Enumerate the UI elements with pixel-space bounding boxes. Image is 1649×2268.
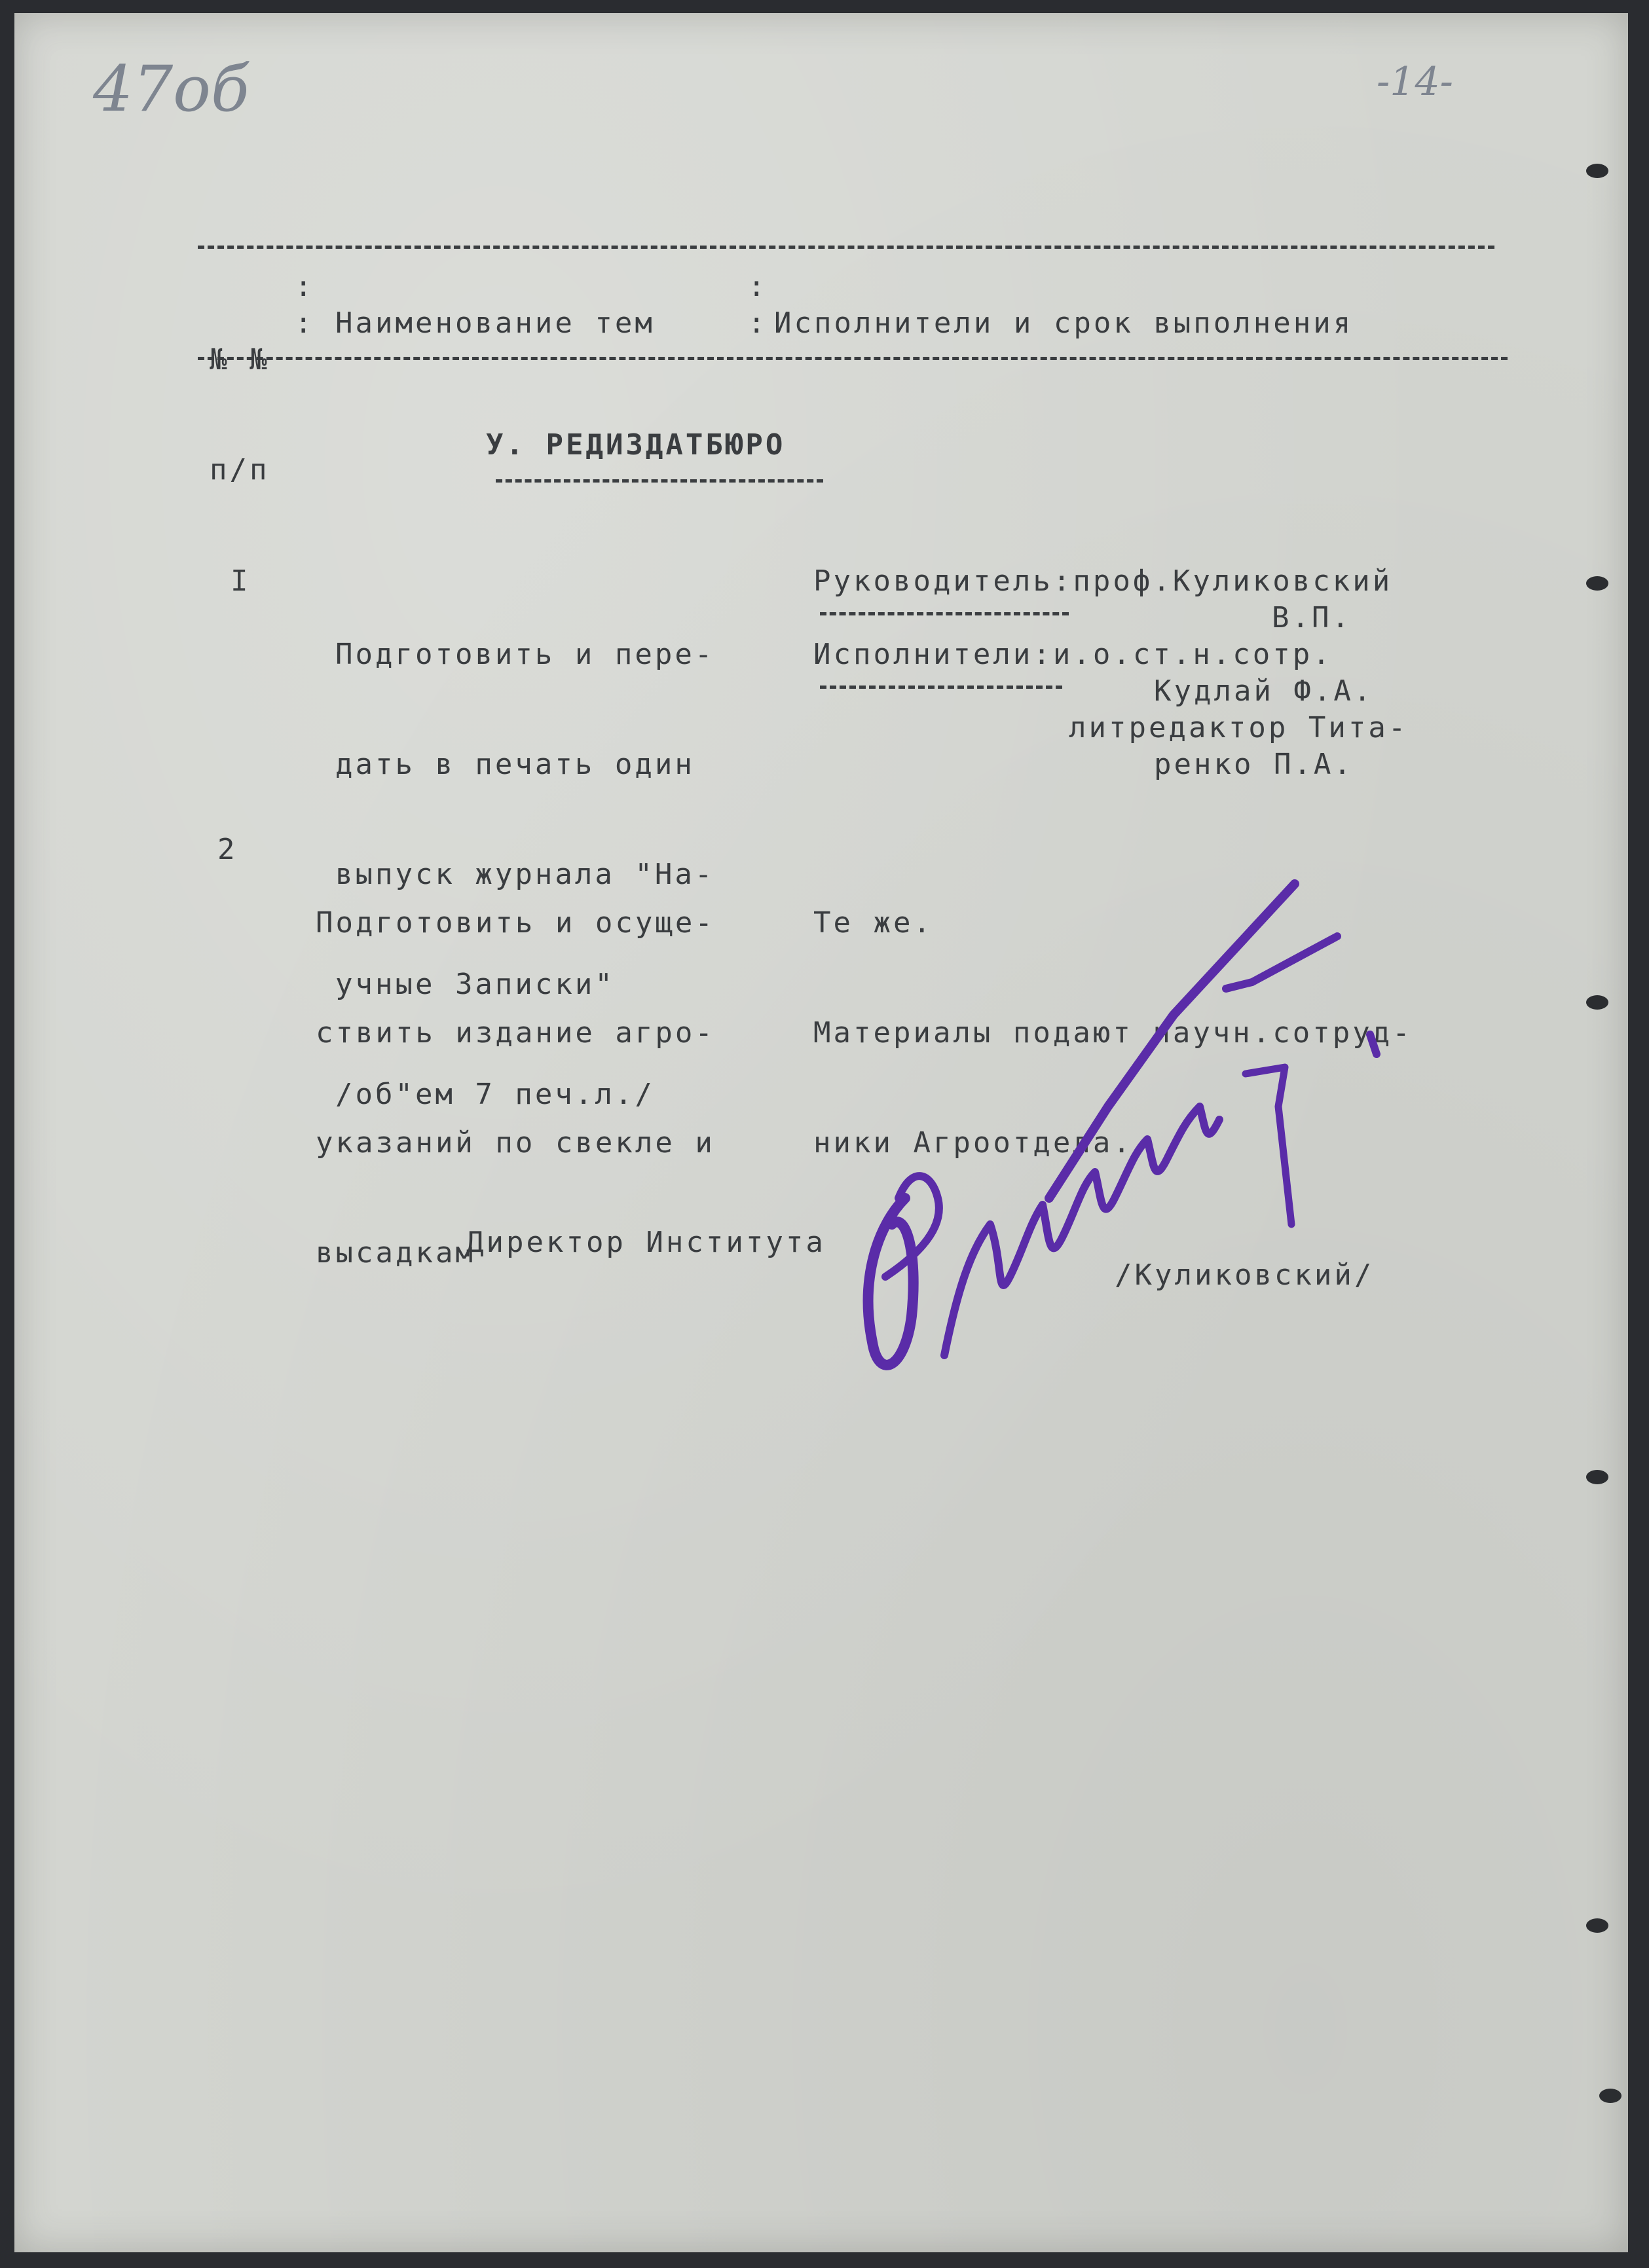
binder-hole bbox=[1586, 576, 1608, 591]
binder-hole bbox=[1586, 164, 1608, 178]
header-col-no: № № п/п bbox=[210, 343, 270, 486]
binder-hole bbox=[1586, 1470, 1608, 1484]
team-underline bbox=[820, 686, 1062, 689]
header-bottom-rule bbox=[198, 357, 1508, 360]
binder-hole bbox=[1599, 2089, 1621, 2103]
row-executor-editor: литредактор Тита- bbox=[1069, 711, 1409, 744]
header-sep-1: : : bbox=[295, 270, 315, 340]
row-executor-lead-initials: В.П. bbox=[1272, 601, 1352, 634]
document-page bbox=[14, 13, 1628, 2252]
signature-title: Директор Института bbox=[466, 1226, 826, 1259]
section-title-underline bbox=[496, 479, 823, 483]
binder-hole bbox=[1586, 1918, 1608, 1933]
signature-scribble bbox=[833, 858, 1409, 1421]
row-executor-lead: Руководитель:проф.Куликовский bbox=[813, 564, 1393, 598]
binder-hole bbox=[1586, 995, 1608, 1010]
signature-name: /Куликовский/ bbox=[1115, 1258, 1375, 1292]
row-topic: Подготовить и пере- дать в печать один выпуск журнала "На- учные Записки" /об"ем 7 печ.л./ bbox=[335, 638, 715, 1111]
row-executor-name: Кудлай Ф.А. bbox=[1154, 674, 1374, 708]
row-executors: Те же. Материалы подают научн.сотруд- ники Агроотдела. bbox=[813, 906, 1413, 1160]
row-number: I bbox=[231, 564, 251, 598]
sheet-number: 47об bbox=[93, 52, 250, 126]
row-topic: Подготовить и осуще- ствить издание агро- указаний по свекле и высадкам bbox=[316, 906, 715, 1270]
section-title: У. РЕДИЗДАТБЮРО bbox=[486, 428, 786, 462]
header-sep-2: : : bbox=[748, 270, 768, 340]
row-executor-team: Исполнители:и.о.ст.н.сотр. bbox=[813, 638, 1333, 671]
row-executor-editor-name: ренко П.А. bbox=[1154, 748, 1354, 781]
header-top-rule bbox=[198, 246, 1494, 249]
lead-underline bbox=[820, 612, 1069, 615]
header-col-executors: Исполнители и срок выполнения bbox=[774, 306, 1354, 340]
page-number: -14- bbox=[1377, 59, 1453, 105]
row-number: 2 bbox=[217, 833, 238, 866]
header-col-topic: Наименование тем bbox=[335, 306, 655, 340]
